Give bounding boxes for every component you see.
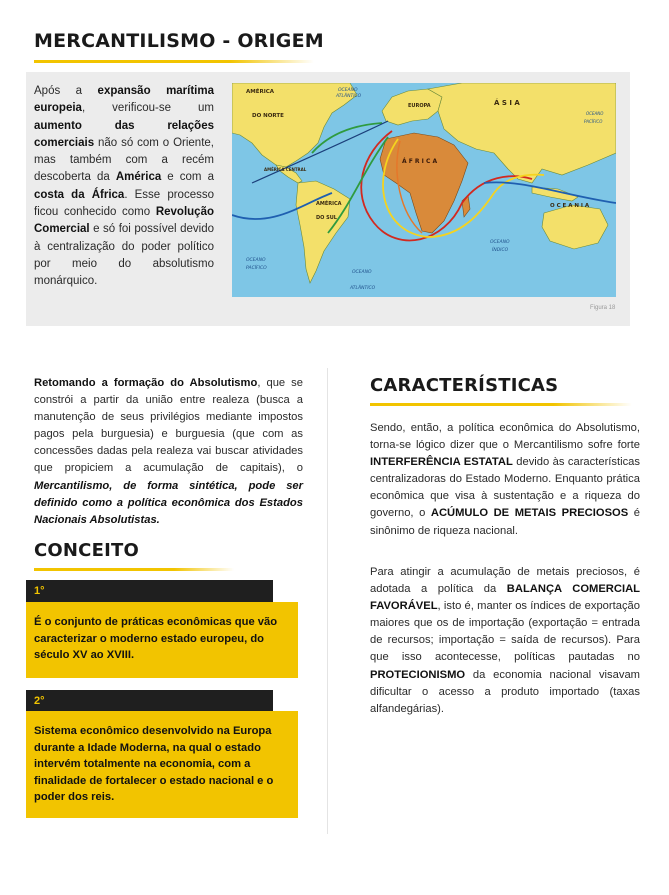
figure-label: Figura 18 (590, 305, 616, 311)
intro-bold: aumento das relações comerciais (34, 119, 214, 149)
intro-text: Após a (34, 85, 98, 97)
label-oc-ind1: OCEANO (490, 240, 510, 245)
left-bold-italic: Mercantilismo, de forma sintética, pode ser definido como a política econômica dos Estados Nacionais Absolutistas. (34, 479, 303, 526)
label-oceania: O C E A N I A (550, 203, 590, 209)
label-oc-ind2: ÍNDICO (492, 248, 509, 253)
label-oc-pac-e1: OCEANO (586, 111, 604, 116)
label-america: AMÉRICA (246, 89, 275, 95)
absolutismo-paragraph (34, 375, 303, 529)
concept-box-1: É o conjunto de práticas econômicas que vão caracterizar o moderno estado europeu, do século XV ao XVIII. (26, 602, 298, 678)
intro-text: e só foi possível devido à centralização do poder político por meio do absolutismo monárquico. (34, 223, 214, 288)
label-africa: Á F R I C A (402, 158, 438, 165)
right-text: devido às características centralizadoras do Estado Moderno. Enquanto prática econômica que visa à sustentação e a riqueza do governo, o (370, 456, 640, 520)
caracteristicas-paragraph-2 (370, 564, 640, 718)
label-europa: EUROPA (408, 103, 431, 109)
label-oc-atl-s1: OCEANO (352, 270, 372, 275)
label-central: AMÉRICA CENTRAL (264, 167, 307, 172)
label-oc-pac-e2: PACÍFICO (584, 119, 603, 124)
label-oc-atl-n2: ATLÂNTICO (336, 94, 362, 99)
caracteristicas-heading: CARACTERÍSTICAS (370, 375, 559, 396)
conceito-underline (34, 568, 234, 571)
left-text: , que se constrói a partir da união entre realeza (busca a manutenção de seus privilégios mediante impostos pagos pela burguesia) e burguesia (que com as concessões dadas pela realeza vai buscar atividades que propiciem a acumulação de capitais), o (34, 377, 303, 475)
intro-text: e com a (161, 171, 214, 184)
trade-routes-map (232, 83, 616, 297)
intro-bold: costa da África (34, 188, 125, 201)
intro-bold: Revolução Comercial (34, 206, 214, 236)
conceito-heading: CONCEITO (34, 540, 139, 561)
label-oc-atl-n1: OCEANO (338, 88, 358, 93)
label-asia: Á S I A (494, 99, 520, 107)
concept-number-2: 2° (26, 690, 273, 712)
right-text: , isto é, manter os índices de exportação maiores que os de importação (exportação = entrada de recursos; importação = saída de recursos). Para que isso acontecesse, políticas pautadas no (370, 600, 640, 664)
right-bold: ACÚMULO DE METAIS PRECIOSOS (430, 507, 629, 520)
intro-paragraph (34, 83, 214, 291)
right-bold: INTERFERÊNCIA ESTATAL (370, 456, 513, 469)
label-america-sul: AMÉRICA (316, 201, 342, 207)
intro-bold: América (115, 171, 162, 184)
label-oc-atl-s2: ATLÂNTICO (350, 286, 376, 291)
intro-text: não só com o Oriente, mas também com a recém descoberta da (34, 136, 214, 184)
intro-text: . Esse processo ficou conhecido como (34, 188, 214, 219)
caracteristicas-underline (370, 403, 632, 406)
intro-text: , verificou-se um (81, 102, 214, 115)
right-bold: BALANÇA COMERCIAL FAVORÁVEL (370, 583, 640, 613)
right-text: Para atingir a acumulação de metais preciosos, é adotada a política da (370, 566, 640, 596)
label-do-sul: DO SUL (316, 215, 337, 221)
right-text: é sinônimo de riqueza nacional. (370, 507, 640, 537)
left-bold: Retomando a formação do Absolutismo (34, 377, 258, 389)
right-text: Sendo, então, a política econômica do Absolutismo, torna-se lógico dizer que o Mercantilismo sofre forte (370, 422, 640, 452)
page-title: MERCANTILISMO - ORIGEM (34, 30, 324, 52)
caracteristicas-paragraph-1 (370, 420, 640, 540)
title-underline (34, 60, 314, 63)
concept-box-2: Sistema econômico desenvolvido na Europa durante a Idade Moderna, na qual o estado intervém totalmente na economia, com a finalidade de fortalecer o estado nacional e o poder dos reis. (26, 711, 298, 818)
concept-number-1: 1° (26, 580, 273, 602)
label-oc-pac-w2: PACÍFICO (246, 266, 267, 271)
column-divider (327, 368, 328, 834)
right-text: da economia nacional visavam dificultar o acesso a produto importado (taxas alfandegárias). (370, 668, 640, 715)
label-do-norte: DO NORTE (252, 113, 284, 119)
intro-bold: expansão marítima europeia (34, 85, 215, 115)
right-bold: PROTECIONISMO (370, 668, 466, 681)
label-oc-pac-w1: OCEANO (246, 258, 266, 263)
